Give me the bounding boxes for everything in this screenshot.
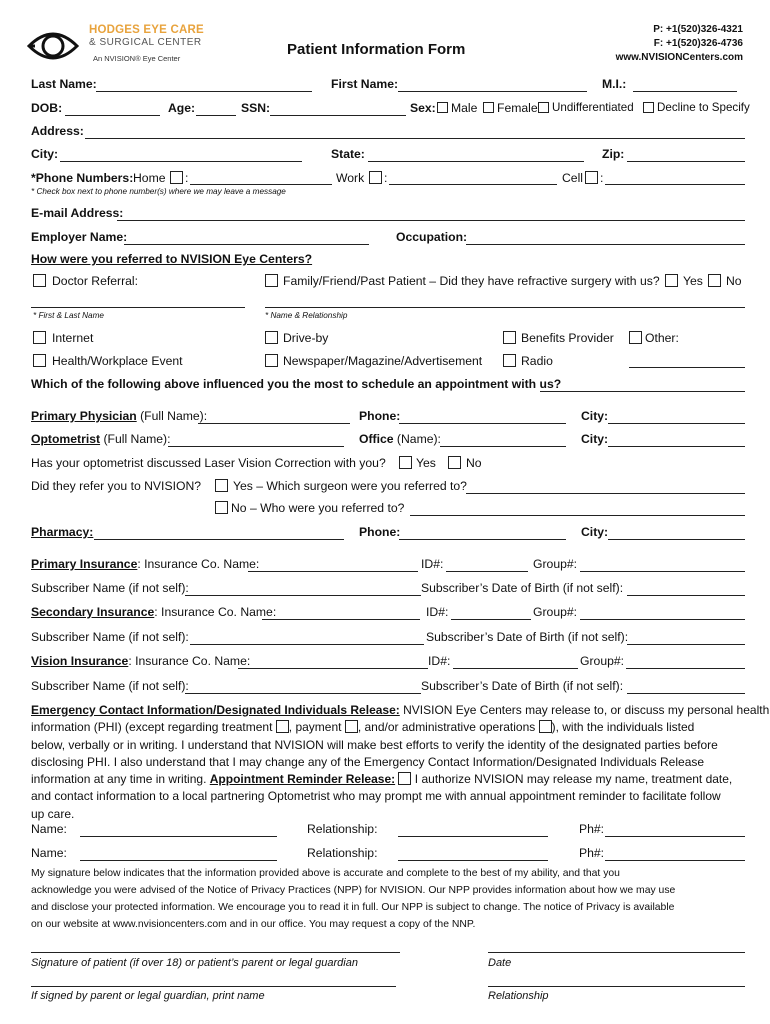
optometrist-label: Optometrist [31, 432, 101, 446]
contact2-relationship-field[interactable] [398, 860, 548, 861]
vision-insurance-label: Vision Insurance [31, 654, 129, 668]
vision-subscriber-label: Subscriber Name (if not self): [31, 679, 189, 693]
sex-undifferentiated-label: Undifferentiated [552, 101, 634, 114]
referral-heading: How were you referred to NVISION Eye Centers? [31, 252, 313, 266]
colon: : [384, 171, 388, 185]
other-checkbox[interactable] [629, 331, 642, 344]
refer-yes-checkbox[interactable] [215, 479, 228, 492]
primary-id-label: ID#: [421, 557, 444, 571]
city-field[interactable] [60, 161, 302, 162]
vision-subdob-label: Subscriber’s Date of Birth (if not self): [421, 679, 624, 693]
admin-operations-checkbox[interactable] [539, 720, 552, 733]
secondary-id-field[interactable] [451, 619, 531, 620]
npp-line4: on our website at www.nvisioncenters.com and in our office. You may request a copy of the NNP. [31, 919, 476, 930]
family-referral-checkbox[interactable] [265, 274, 278, 287]
secondary-insurance-label: Secondary Insurance [31, 605, 155, 619]
sex-label: Sex: [410, 101, 436, 115]
contact2-relationship-label: Relationship: [307, 846, 378, 860]
contact1-name-field[interactable] [80, 836, 277, 837]
refer-yes-label: Yes – Which surgeon were you referred to? [233, 479, 467, 493]
vision-subscriber-field[interactable] [185, 693, 421, 694]
radio-checkbox[interactable] [503, 354, 516, 367]
sex-male-label: Male [451, 101, 478, 115]
phone-work-field[interactable] [389, 184, 557, 185]
address-label: Address: [31, 124, 84, 138]
internet-checkbox[interactable] [33, 331, 46, 344]
pharmacy-city-field[interactable] [608, 539, 745, 540]
employer-label: Employer Name: [31, 230, 128, 244]
primary-physician-label: Primary Physician [31, 409, 137, 423]
primary-insurance-coname: : Insurance Co. Name: [137, 557, 260, 571]
logo [27, 24, 207, 68]
health-label: Health/Workplace Event [52, 354, 183, 368]
city-label: City: [31, 147, 59, 161]
contact2-name-label: Name: [31, 846, 67, 860]
contact2-phone-field[interactable] [605, 860, 745, 861]
emergency-line2a: information (PHI) (except regarding treatment [31, 720, 276, 735]
age-label: Age: [168, 101, 196, 115]
primary-insurance-row [31, 557, 259, 571]
primary-physician-field[interactable] [198, 423, 350, 424]
treatment-checkbox[interactable] [276, 720, 289, 733]
primary-id-field[interactable] [446, 571, 528, 572]
office-name: (Name): [393, 432, 441, 446]
discussed-no-label: No [466, 456, 482, 470]
optometrist-row [31, 432, 171, 446]
influence-field[interactable] [540, 391, 745, 392]
vision-insurance-row [31, 654, 250, 668]
physician-city-label: City: [581, 409, 609, 423]
radio-label: Radio [521, 354, 553, 368]
emergency-line2c: , and/or administrative operations [357, 720, 539, 735]
newspaper-label: Newspaper/Magazine/Advertisement [283, 354, 483, 368]
secondary-subscriber-label: Subscriber Name (if not self): [31, 630, 189, 644]
logo-tag: An NVISION® Eye Center [93, 54, 181, 63]
physician-city-field[interactable] [608, 423, 745, 424]
sex-decline-label: Decline to Specify [657, 101, 750, 114]
primary-subdob-label: Subscriber’s Date of Birth (if not self): [421, 581, 624, 595]
primary-subdob-field[interactable] [627, 595, 745, 596]
family-yes-label: Yes [683, 274, 703, 288]
mi-label: M.I.: [602, 77, 627, 91]
emergency-line6: and contact information to a local partnering Optometrist who may prompt me with annual appointment reminder to facilitate follow [31, 789, 721, 804]
secondary-insurance-coname: : Insurance Co. Name: [154, 605, 277, 619]
primary-subscriber-field[interactable] [185, 595, 421, 596]
discussed-no-checkbox[interactable] [448, 456, 461, 469]
doctor-name-field[interactable] [31, 307, 245, 308]
phone-home-field[interactable] [190, 184, 332, 185]
contact1-name-label: Name: [31, 822, 67, 836]
state-field[interactable] [368, 161, 584, 162]
npp-paragraph [31, 865, 751, 933]
phone-home-label: Home [133, 171, 166, 185]
doctor-referral-label: Doctor Referral: [52, 274, 139, 288]
primary-physician-row [31, 409, 207, 423]
date-field[interactable] [488, 952, 745, 953]
emergency-line1: NVISION Eye Centers may release to, or discuss my personal health [399, 703, 770, 717]
vision-id-field[interactable] [453, 668, 578, 669]
colon: : [600, 171, 604, 185]
relationship-sig-field[interactable] [488, 986, 745, 987]
refer-no-field[interactable] [410, 515, 745, 516]
vision-group-field[interactable] [626, 668, 745, 669]
emergency-line4: disclosing PHI. I also understand that I may change any of the Emergency Contact Information/Designated Individuals Release [31, 754, 705, 769]
primary-insurance-label: Primary Insurance [31, 557, 138, 571]
discussed-label: Has your optometrist discussed Laser Vision Correction with you? [31, 456, 386, 470]
relationship-sig-label: Relationship [488, 990, 549, 1002]
sex-undifferentiated-checkbox[interactable] [538, 102, 549, 113]
print-name-label: If signed by parent or legal guardian, print name [31, 990, 265, 1002]
sex-male-checkbox[interactable] [437, 102, 448, 113]
emergency-line2d: ), with the individuals listed [551, 720, 695, 735]
logo-name: HODGES EYE CARE [89, 24, 204, 36]
family-yes-checkbox[interactable] [665, 274, 678, 287]
family-referral-label: Family/Friend/Past Patient – Did they have refractive surgery with us? [283, 274, 660, 288]
npp-line2: acknowledge you were advised of the Notice of Privacy Practices (NPP) for NVISION. Our NPP provides information about how we may use [31, 885, 676, 896]
occupation-field[interactable] [466, 244, 745, 245]
sex-decline-checkbox[interactable] [643, 102, 654, 113]
phone-home-checkbox[interactable] [170, 171, 183, 184]
address-field[interactable] [85, 138, 745, 139]
pharmacy-label: Pharmacy: [31, 525, 94, 539]
eye-logo-icon [27, 24, 79, 68]
phone-numbers-label: *Phone Numbers: [31, 171, 134, 185]
vision-insurance-field[interactable] [238, 668, 428, 669]
other-label: Other: [645, 331, 679, 345]
emergency-heading: Emergency Contact Information/Designated Individuals Release: [31, 703, 400, 717]
ssn-field[interactable] [270, 115, 406, 116]
vision-group-label: Group#: [580, 654, 625, 668]
signature-field[interactable] [31, 952, 400, 953]
mi-field[interactable] [633, 91, 737, 92]
office-row [359, 432, 441, 446]
newspaper-checkbox[interactable] [265, 354, 278, 367]
emergency-line5c: I authorize NVISION may release my name, treatment date, [411, 772, 733, 787]
reminder-checkbox[interactable] [398, 772, 411, 785]
print-name-field[interactable] [31, 986, 396, 987]
office-field[interactable] [440, 446, 566, 447]
primary-physician-fullname: (Full Name): [136, 409, 208, 423]
age-field[interactable] [196, 115, 236, 116]
optometrist-city-label: City: [581, 432, 609, 446]
family-name-field[interactable] [265, 307, 745, 308]
npp-line3: and disclose your protected information. We encourage you to read it in full. Our NPP is subject to change. The notice of Privacy is available [31, 902, 675, 913]
family-no-checkbox[interactable] [708, 274, 721, 287]
secondary-group-label: Group#: [533, 605, 578, 619]
driveby-label: Drive-by [283, 331, 329, 345]
internet-label: Internet [52, 331, 94, 345]
zip-field[interactable] [627, 161, 745, 162]
contact1-phone-field[interactable] [605, 836, 745, 837]
ssn-label: SSN: [241, 101, 271, 115]
phone-work-label: Work [336, 171, 365, 185]
logo-sub: & SURGICAL CENTER [89, 37, 202, 48]
state-label: State: [331, 147, 365, 161]
colon: : [185, 171, 189, 185]
contact2-name-field[interactable] [80, 860, 277, 861]
doctor-referral-checkbox[interactable] [33, 274, 46, 287]
employer-field[interactable] [124, 244, 369, 245]
secondary-subscriber-field[interactable] [190, 644, 424, 645]
optometrist-fullname: (Full Name): [100, 432, 171, 446]
primary-subscriber-label: Subscriber Name (if not self): [31, 581, 189, 595]
optometrist-field[interactable] [168, 446, 344, 447]
influence-label: Which of the following above influenced you the most to schedule an appointment with us? [31, 377, 562, 391]
secondary-insurance-row [31, 605, 276, 619]
first-name-field[interactable] [398, 91, 587, 92]
refer-no-label: No – Who were you referred to? [231, 501, 405, 515]
driveby-checkbox[interactable] [265, 331, 278, 344]
contact-phone: P: +1(520)326-4321 [653, 24, 743, 35]
first-name-label: First Name: [331, 77, 399, 91]
office-label: Office [359, 432, 394, 446]
payment-checkbox[interactable] [345, 720, 358, 733]
occupation-label: Occupation: [396, 230, 468, 244]
vision-id-label: ID#: [428, 654, 451, 668]
phone-cell-checkbox[interactable] [585, 171, 598, 184]
health-checkbox[interactable] [33, 354, 46, 367]
pharmacy-phone-field[interactable] [399, 539, 566, 540]
primary-insurance-field[interactable] [248, 571, 418, 572]
name-relationship-note: * Name & Relationship [265, 311, 348, 320]
phone-cell-label: Cell [562, 171, 583, 185]
benefits-checkbox[interactable] [503, 331, 516, 344]
first-last-note: * First & Last Name [33, 311, 104, 320]
last-name-field[interactable] [96, 91, 312, 92]
vision-subdob-field[interactable] [627, 693, 745, 694]
primary-group-field[interactable] [580, 571, 745, 572]
physician-phone-label: Phone: [359, 409, 401, 423]
zip-label: Zip: [602, 147, 625, 161]
sex-female-label: Female [497, 101, 538, 115]
secondary-subdob-field[interactable] [627, 644, 745, 645]
phone-cell-field[interactable] [605, 184, 745, 185]
refer-label: Did they refer you to NVISION? [31, 479, 202, 493]
email-field[interactable] [117, 220, 745, 221]
discussed-yes-label: Yes [416, 456, 436, 470]
secondary-group-field[interactable] [580, 619, 745, 620]
pharmacy-field[interactable] [94, 539, 344, 540]
emergency-line3: below, verbally or in writing. I understand that NVISION will make best efforts to verify the identity of the designated parties before [31, 737, 718, 752]
page-title: Patient Information Form [287, 41, 466, 58]
emergency-line7: up care. [31, 806, 75, 821]
secondary-subdob-label: Subscriber’s Date of Birth (if not self): [426, 630, 629, 644]
pharmacy-city-label: City: [581, 525, 609, 539]
phone-work-checkbox[interactable] [369, 171, 382, 184]
last-name-label: Last Name: [31, 77, 97, 91]
email-label: E-mail Address: [31, 206, 124, 220]
family-no-label: No [726, 274, 742, 288]
contact2-phone-label: Ph#: [579, 846, 605, 860]
refer-no-checkbox[interactable] [215, 501, 228, 514]
contact1-relationship-label: Relationship: [307, 822, 378, 836]
phone-note: * Check box next to phone number(s) where we may leave a message [31, 187, 286, 196]
date-label: Date [488, 957, 512, 969]
dob-field[interactable] [65, 115, 160, 116]
pharmacy-phone-label: Phone: [359, 525, 401, 539]
physician-phone-field[interactable] [399, 423, 566, 424]
vision-insurance-coname: : Insurance Co. Name: [128, 654, 251, 668]
optometrist-city-field[interactable] [608, 446, 745, 447]
contact-fax: F: +1(520)326-4736 [653, 38, 743, 49]
discussed-yes-checkbox[interactable] [399, 456, 412, 469]
dob-label: DOB: [31, 101, 63, 115]
refer-yes-field[interactable] [466, 493, 745, 494]
emergency-paragraph [31, 702, 770, 823]
reminder-heading: Appointment Reminder Release: [209, 772, 396, 787]
benefits-label: Benefits Provider [521, 331, 614, 345]
npp-line1: My signature below indicates that the information provided above is accurate and complete to the best of my ability, and that you [31, 868, 620, 879]
sex-female-checkbox[interactable] [483, 102, 494, 113]
contact1-phone-label: Ph#: [579, 822, 605, 836]
contact1-relationship-field[interactable] [398, 836, 548, 837]
emergency-line2b: , payment [288, 720, 345, 735]
primary-group-label: Group#: [533, 557, 578, 571]
other-field[interactable] [629, 367, 745, 368]
signature-label: Signature of patient (if over 18) or patient’s parent or legal guardian [31, 957, 358, 969]
contact-website: www.NVISIONCenters.com [615, 52, 743, 63]
secondary-id-label: ID#: [426, 605, 449, 619]
secondary-insurance-field[interactable] [262, 619, 420, 620]
emergency-line5a: information at any time in writing. [31, 772, 210, 787]
